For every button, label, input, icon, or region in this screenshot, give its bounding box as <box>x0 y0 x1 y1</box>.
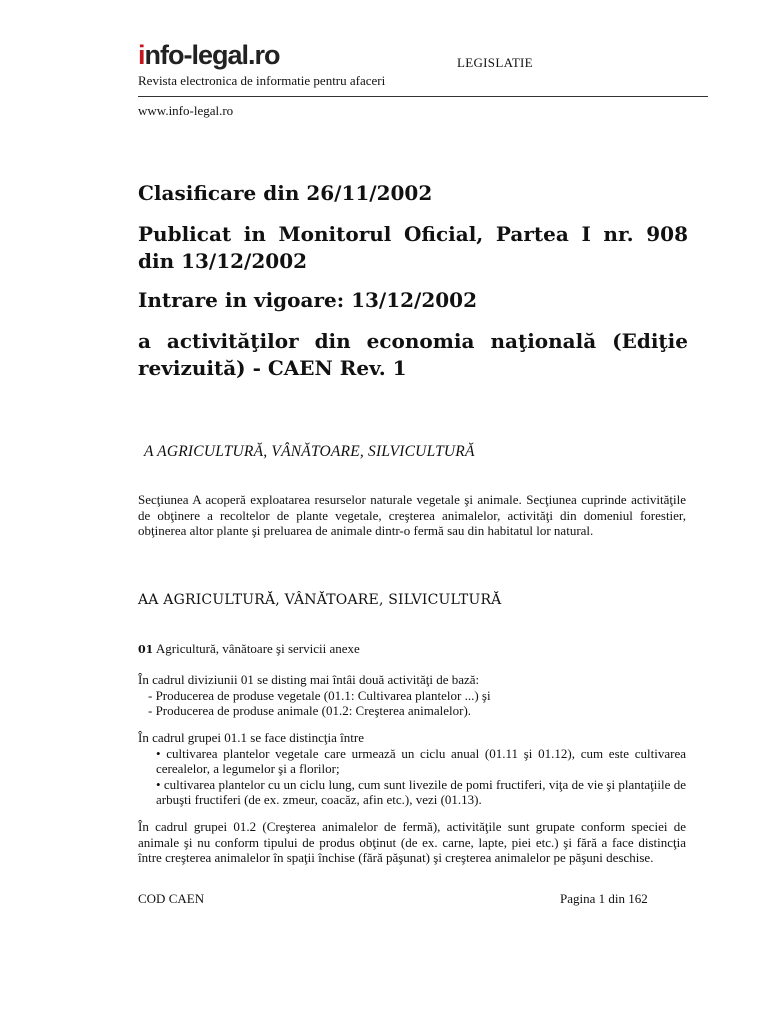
list-item: • cultivarea plantelor vegetale care urmează un ciclu anual (01.11 şi 01.12), cum este cultivarea cerealelor, a legumelor şi a florilor; <box>156 745 686 776</box>
paragraph-group-012: În cadrul grupei 01.2 (Creşterea animalelor de fermă), activităţile sunt grupate conform speciei de animale şi nu conform tipului de produs obţinut (de ex. carne, lapte, piei etc.) şi fără a face distincţia între creşterea animalelor în spaţii închise (fără păşunat) şi creşterea animalelor pe păşuni deschise. <box>138 819 686 865</box>
site-tagline: Revista electronica de informatie pentru afaceri <box>138 73 386 88</box>
paragraph-division <box>138 672 686 719</box>
division-code: 01 <box>138 643 154 656</box>
footer-code: COD CAEN <box>138 891 205 906</box>
title-subject: a activităţilor din economia naţională (Ediţie revizuită) - CAEN Rev. 1 <box>138 329 688 380</box>
website-link[interactable]: www.info-legal.ro <box>138 103 234 118</box>
section-a-heading: A AGRICULTURĂ, VÂNĂTOARE, SILVICULTURĂ <box>144 443 475 460</box>
logo-text: nfo-legal.ro <box>144 40 280 70</box>
paragraph-group-011 <box>138 730 686 808</box>
division-01 <box>138 641 686 658</box>
list-item: - Producerea de produse animale (01.2: Creşterea animalelor). <box>148 703 472 718</box>
division-label: Agricultură, vânătoare şi servicii anexe <box>155 641 360 656</box>
paragraph-division-intro: În cadrul diviziunii 01 se disting mai întâi două activităţi de bază: <box>138 672 480 687</box>
paragraph-group-011-intro: În cadrul grupei 01.1 se face distincţia între <box>138 730 364 745</box>
site-logo[interactable] <box>138 40 280 70</box>
list-item: - Producerea de produse vegetale (01.1: Cultivarea plantelor ...) şi <box>148 687 491 703</box>
section-label: LEGISLATIE <box>457 55 533 70</box>
title-in-force: Intrare in vigoare: 13/12/2002 <box>138 288 478 312</box>
header-divider <box>138 96 708 97</box>
title-classification: Clasificare din 26/11/2002 <box>138 181 433 205</box>
title-published: Publicat in Monitorul Oficial, Partea I nr. 908 din 13/12/2002 <box>138 222 688 273</box>
document-titles <box>138 180 688 396</box>
logo-accent-letter: i <box>138 40 145 70</box>
section-aa-heading: AA AGRICULTURĂ, VÂNĂTOARE, SILVICULTURĂ <box>138 592 502 608</box>
list-item: • cultivarea plantelor cu un ciclu lung, cum sunt livezile de pomi fructiferi, viţa de vie şi plantaţiile de arbuşti fructiferi (de ex. zmeur, coacăz, afin etc.), vezi (01.13). <box>156 776 686 807</box>
section-a-description: Secţiunea A acoperă exploatarea resurselor naturale vegetale şi animale. Secţiunea cuprinde activităţile de obţinere a recoltelor de plante vegetale, creşterea animalelor, activităţi din domeniul forestier, obţinerea altor plante şi preluarea de animale dintr-o fermă sau din habitatul lor natural. <box>138 492 686 538</box>
page-number: Pagina 1 din 162 <box>560 891 648 906</box>
